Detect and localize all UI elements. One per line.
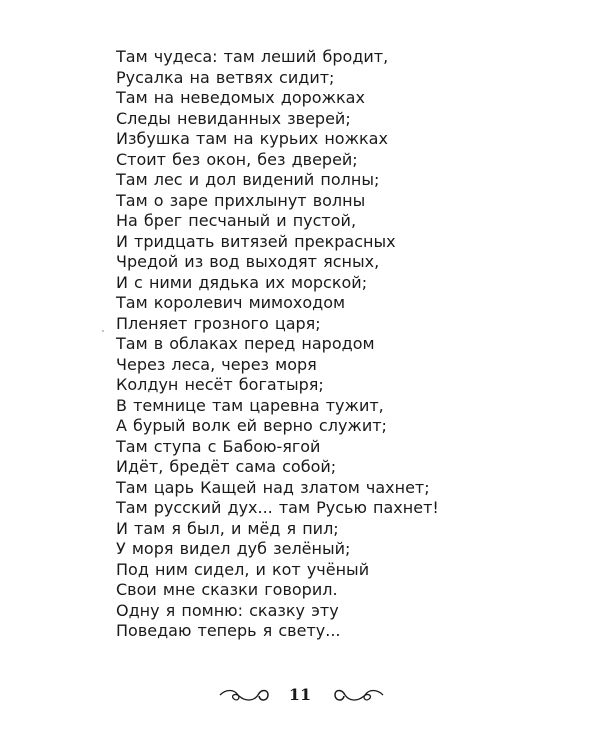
poem-line: В темнице там царевна тужит, (116, 395, 384, 415)
poem-line: Там на неведомых дорожках (116, 88, 365, 107)
poem-line: У моря видел дуб зелёный; (116, 539, 351, 558)
page-number: 11 (288, 685, 312, 704)
poem-line: Под ним сидел, и кот учёный (116, 559, 370, 579)
poem-line: Там о заре прихлынут волны (116, 190, 366, 210)
poem-line: Избушка там на курьих ножках (116, 129, 388, 148)
poem-line: Чредой из вод выходят ясных, (116, 252, 380, 271)
print-speck (102, 330, 104, 332)
flourish-left-icon (218, 684, 270, 706)
flourish-right-icon (333, 684, 385, 706)
poem-line: Идёт, бредёт сама собой; (116, 457, 337, 476)
poem-line: Там лес и дол видений полны; (116, 170, 380, 189)
poem-line: Через леса, через моря (116, 354, 317, 374)
poem-line: Там чудеса: там леший бродит, (116, 47, 389, 66)
poem-line: Там русский дух... там Русью пахнет! (116, 498, 439, 517)
poem-line: И там я был, и мёд я пил; (116, 518, 339, 538)
page-footer (0, 676, 600, 716)
poem-line: Следы невиданных зверей; (116, 108, 351, 128)
poem-text (116, 47, 439, 642)
poem-line: Пленяет грозного царя; (116, 313, 321, 333)
poem-line: Одну я помню: сказку эту (116, 600, 339, 620)
poem-line: На брег песчаный и пустой, (116, 211, 357, 230)
poem-line: Там в облаках перед народом (116, 334, 375, 353)
poem-line: Там ступа с Бабою-ягой (116, 436, 321, 456)
poem-line: И с ними дядька их морской; (116, 272, 368, 292)
poem-line: Свои мне сказки говорил. (116, 580, 338, 599)
poem-line: И тридцать витязей прекрасных (116, 231, 396, 251)
poem-line: Там королевич мимоходом (116, 293, 346, 312)
poem-line: А бурый волк ей верно служит; (116, 416, 387, 435)
poem-line: Там царь Кащей над златом чахнет; (116, 477, 430, 497)
poem-line: Колдун несёт богатыря; (116, 375, 324, 394)
poem-line: Поведаю теперь я свету... (116, 621, 341, 640)
poem-line: Русалка на ветвях сидит; (116, 67, 335, 87)
poem-line: Стоит без окон, без дверей; (116, 149, 358, 169)
